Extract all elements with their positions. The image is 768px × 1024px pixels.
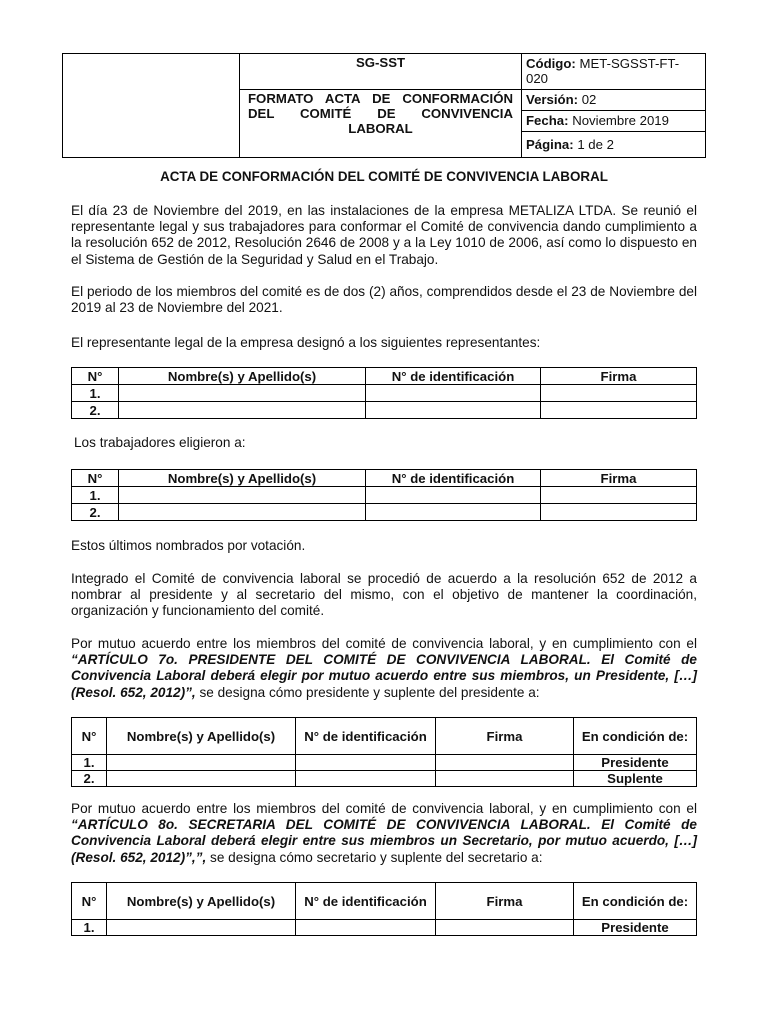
signature-cell <box>436 920 574 936</box>
name-cell <box>119 385 366 402</box>
id-cell <box>296 755 436 771</box>
condition-cell: Suplente <box>574 771 697 787</box>
col-signature: Firma <box>436 883 574 920</box>
secretary-designation: se designa cómo secretario y suplente del secretario a: <box>206 849 543 865</box>
row-number: 2. <box>72 504 119 521</box>
employer-representatives-table <box>71 367 697 419</box>
row-number: 1. <box>72 487 119 504</box>
table-row <box>72 385 697 402</box>
name-cell <box>107 755 296 771</box>
page-label: Página: <box>526 137 574 152</box>
paragraph-workers: Los trabajadores eligieron a: <box>74 435 246 450</box>
date-label: Fecha: <box>526 113 569 128</box>
col-condition: En condición de: <box>574 883 697 920</box>
header-system <box>240 54 522 90</box>
row-number: 2. <box>72 771 107 787</box>
condition-cell: Presidente <box>574 755 697 771</box>
president-intro: Por mutuo acuerdo entre los miembros del comité de convivencia laboral, y en cumplimiento con el <box>71 636 697 651</box>
table-row <box>72 920 697 936</box>
paragraph-president <box>71 636 697 701</box>
signature-cell <box>436 755 574 771</box>
name-cell <box>119 504 366 521</box>
paragraph-integration: Integrado el Comité de convivencia laboral se procedió de acuerdo a la resolución 652 de 2012 a nombrar al presidente y al secretario del mismo, con el objetivo de mantener la coordinación, organización y funcionamiento del comité. <box>71 571 697 619</box>
col-number: N° <box>72 368 119 385</box>
col-name: Nombre(s) y Apellido(s) <box>119 470 366 487</box>
system-name: SG-SST <box>355 55 406 70</box>
col-number: N° <box>72 470 119 487</box>
code-value: MET-SGSST-FT-020 <box>526 56 680 86</box>
president-designation: se designa cómo presidente y suplente del presidente a: <box>195 684 540 700</box>
table-row <box>72 402 697 419</box>
name-cell <box>119 487 366 504</box>
secretary-table <box>71 882 697 936</box>
col-number: N° <box>72 883 107 920</box>
format-title: FORMATO ACTA DE CONFORMACIÓN DEL COMITÉ DE CONVIVENCIA LABORAL <box>248 91 513 136</box>
paragraph-period: El periodo de los miembros del comité es de dos (2) años, comprendidos desde el 23 de Noviembre del 2019 al 23 de Noviembre del 2021. <box>71 284 697 316</box>
version-label: Versión: <box>526 92 579 107</box>
col-condition: En condición de: <box>574 718 697 755</box>
row-number: 1. <box>72 385 119 402</box>
id-cell <box>366 402 541 419</box>
logo-area <box>63 54 240 158</box>
col-name: Nombre(s) y Apellido(s) <box>107 718 296 755</box>
row-number: 1. <box>72 755 107 771</box>
header-version <box>522 90 706 111</box>
page-value: 1 de 2 <box>577 137 614 152</box>
header-date <box>522 111 706 132</box>
col-id: N° de identificación <box>296 883 436 920</box>
paragraph-legal-rep: El representante legal de la empresa designó a los siguientes representantes: <box>71 335 541 350</box>
version-value: 02 <box>581 92 597 107</box>
president-article-quote: “ARTÍCULO 7o. PRESIDENTE DEL COMITÉ DE CONVIVENCIA LABORAL. El Comité de Convivencia Laboral deberá elegir por mutuo acuerdo entre sus miembros, un Presidente, […] (Resol. 652, 2012)”, <box>71 652 697 700</box>
col-signature: Firma <box>436 718 574 755</box>
id-cell <box>296 771 436 787</box>
id-cell <box>366 385 541 402</box>
worker-representatives-table <box>71 469 697 521</box>
header-format <box>240 90 522 158</box>
document-header <box>62 53 706 158</box>
col-signature: Firma <box>541 368 697 385</box>
col-signature: Firma <box>541 470 697 487</box>
row-number: 2. <box>72 402 119 419</box>
name-cell <box>119 402 366 419</box>
id-cell <box>366 504 541 521</box>
condition-cell: Presidente <box>574 920 697 936</box>
row-number: 1. <box>72 920 107 936</box>
signature-cell <box>541 504 697 521</box>
signature-cell <box>436 771 574 787</box>
paragraph-intro: El día 23 de Noviembre del 2019, en las instalaciones de la empresa METALIZA LTDA. Se reunió el representante legal y sus trabajadores para conformar el Comité de convivencia dando cumplimiento a la resolución 652 de 2012, Resolución 2646 de 2008 y a la Ley 1010 de 2006, así como lo dispuesto en el Sistema de Gestión de la Seguridad y Salud en el Trabajo. <box>71 203 697 267</box>
col-id: N° de identificación <box>296 718 436 755</box>
id-cell <box>366 487 541 504</box>
col-id: N° de identificación <box>366 368 541 385</box>
paragraph-voting: Estos últimos nombrados por votación. <box>71 538 306 553</box>
president-table <box>71 717 697 787</box>
col-name: Nombre(s) y Apellido(s) <box>107 883 296 920</box>
col-id: N° de identificación <box>366 470 541 487</box>
date-value: Noviembre 2019 <box>572 113 669 128</box>
secretary-article-quote: “ARTÍCULO 8o. SECRETARIA DEL COMITÉ DE CONVIVENCIA LABORAL. El Comité de Convivencia Laboral deberá elegir entre sus miembros un Secretario, por mutuo acuerdo, […] (Resol. 652, 2012)”,”, <box>71 817 697 865</box>
signature-cell <box>541 487 697 504</box>
table-row <box>72 504 697 521</box>
table-row <box>72 771 697 787</box>
secretary-intro: Por mutuo acuerdo entre los miembros del comité de convivencia laboral, y en cumplimiento con el <box>71 801 697 816</box>
paragraph-secretary <box>71 801 697 866</box>
code-label: Código: <box>526 56 576 71</box>
signature-cell <box>541 402 697 419</box>
header-page <box>522 132 706 158</box>
col-number: N° <box>72 718 107 755</box>
col-name: Nombre(s) y Apellido(s) <box>119 368 366 385</box>
name-cell <box>107 771 296 787</box>
table-row <box>72 487 697 504</box>
document-title: ACTA DE CONFORMACIÓN DEL COMITÉ DE CONVIVENCIA LABORAL <box>160 169 608 184</box>
signature-cell <box>541 385 697 402</box>
table-row <box>72 755 697 771</box>
header-code <box>522 54 706 90</box>
name-cell <box>107 920 296 936</box>
id-cell <box>296 920 436 936</box>
